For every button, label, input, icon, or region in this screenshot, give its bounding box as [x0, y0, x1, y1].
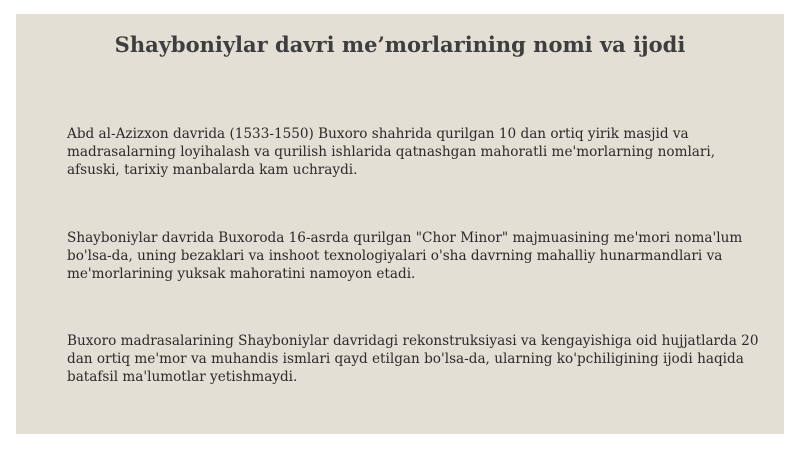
- slide: [16, 14, 784, 434]
- paragraph-2: Shayboniylar davrida Buxoroda 16-asrda qurilgan "Chor Minor" majmuasining me'mori noma'lum bo'lsa-da, uning bezaklari va inshoot texnologiyalari o'sha davrning mahalliy hunarmandlari va me'morlarining yuksak mahoratini namoyon etadi.: [67, 230, 743, 282]
- paragraph-1: Abd al-Azizxon davrida (1533-1550) Buxoro shahrida qurilgan 10 dan ortiq yirik masjid va madrasalarning loyihalash va qurilish ishlarida qatnashgan mahoratli me'morlarning nomlari, afsuski, tarixiy manbalarda kam uchraydi.: [67, 126, 716, 178]
- paragraph-3: Buxoro madrasalarining Shayboniylar davridagi rekonstruksiyasi va kengayishiga oid hujjatlarda 20 dan ortiq me'mor va muhandis ismlari qayd etilgan bo'lsa-da, ularning ko'pchiligining ijodi haqida batafsil ma'lumotlar yetishmaydi.: [67, 333, 759, 385]
- slide-title: Shayboniylar davri me’morlarining nomi va ijodi: [114, 32, 686, 57]
